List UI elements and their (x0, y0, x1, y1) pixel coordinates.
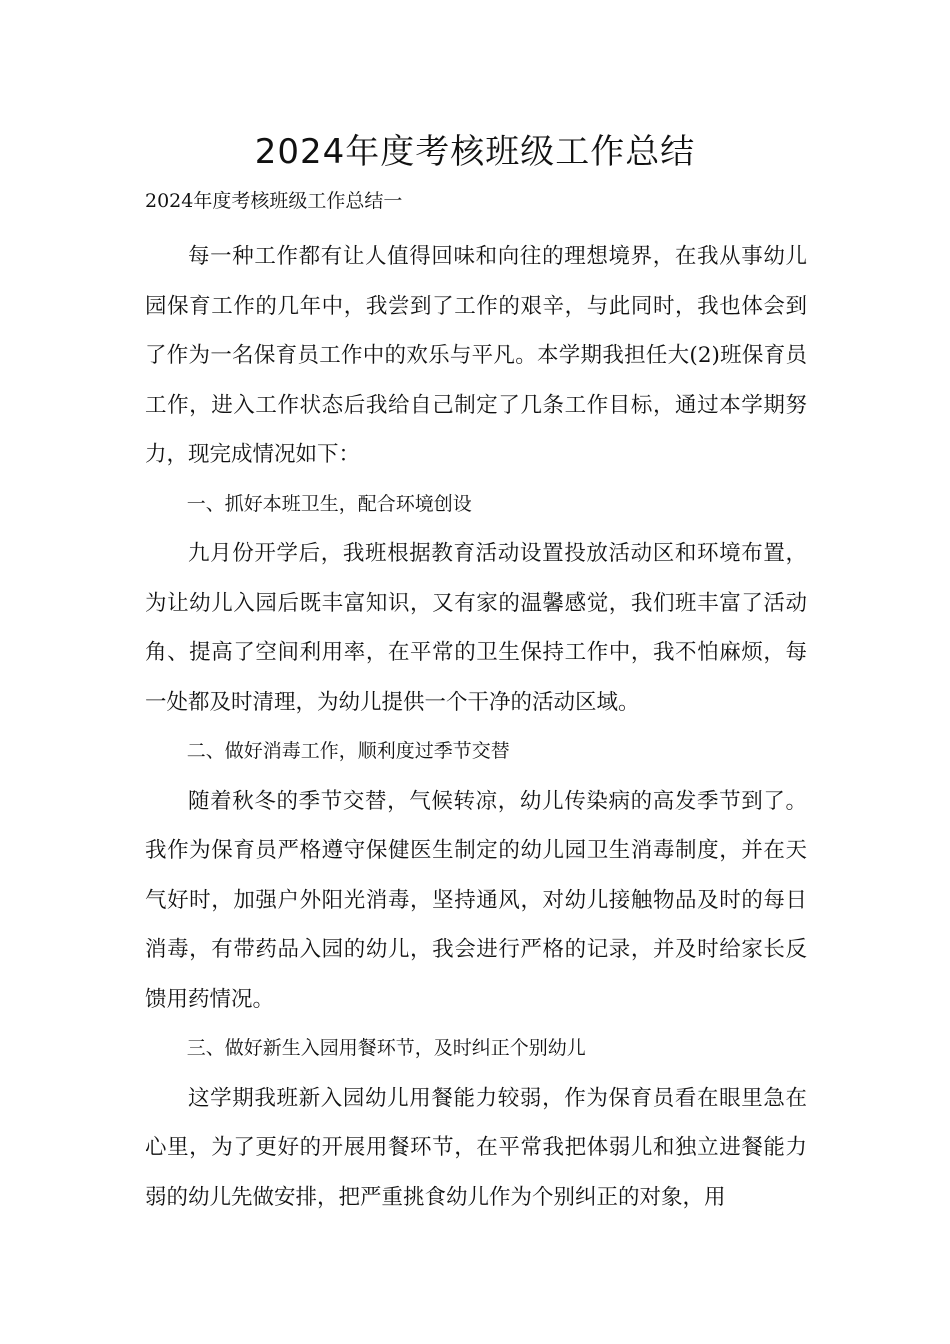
document-body (145, 232, 807, 1222)
body-paragraph: 每一种工作都有让人值得回味和向往的理想境界，在我从事幼儿园保育工作的几年中，我尝到了工作的艰辛，与此同时，我也体会到了作为一名保育员工作中的欢乐与平凡。本学期我担任大(2)班保育员工作，进入工作状态后我给自己制定了几条工作目标，通过本学期努力，现完成情况如下： (145, 244, 807, 467)
section-heading: 二、做好消毒工作，顺利度过季节交替 (186, 740, 510, 762)
body-paragraph: 这学期我班新入园幼儿用餐能力较弱，作为保育员看在眼里急在心里，为了更好的开展用餐环节，在平常我把体弱儿和独立进餐能力弱的幼儿先做安排，把严重挑食幼儿作为个别纠正的对象，用 (145, 1085, 807, 1210)
document-subtitle: 2024年度考核班级工作总结一 (145, 190, 403, 212)
document-title: 2024年度考核班级工作总结 (254, 132, 696, 172)
section-heading: 一、抓好本班卫生，配合环境创设 (186, 492, 472, 515)
section-heading: 三、做好新生入园用餐环节，及时纠正个别幼儿 (186, 1037, 586, 1059)
body-paragraph: 随着秋冬的季节交替，气候转凉，幼儿传染病的高发季节到了。我作为保育员严格遵守保健医生制定的幼儿园卫生消毒制度，并在天气好时，加强户外阳光消毒，坚持通风，对幼儿接触物品及时的每日消毒，有带药品入园的幼儿，我会进行严格的记录，并及时给家长反馈用药情况。 (145, 788, 807, 1012)
body-paragraph: 九月份开学后，我班根据教育活动设置投放活动区和环境布置，为让幼儿入园后既丰富知识，又有家的温馨感觉，我们班丰富了活动角、提高了空间利用率，在平常的卫生保持工作中，我不怕麻烦，每一处都及时清理，为幼儿提供一个干净的活动区域。 (145, 541, 807, 715)
